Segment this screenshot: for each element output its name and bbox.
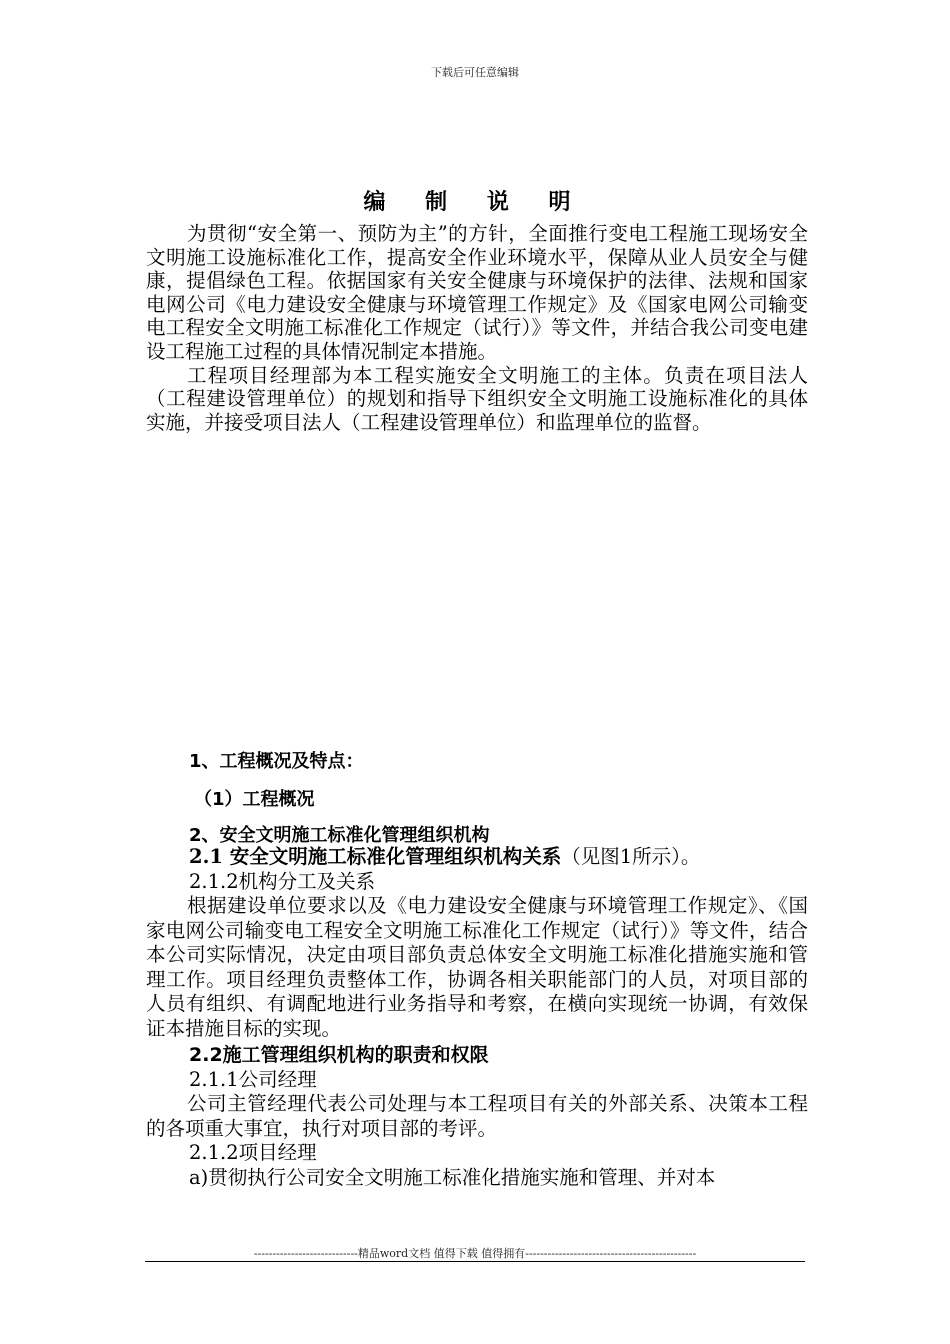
section-1-sub (146, 785, 808, 811)
intro-section (146, 222, 808, 434)
section-1-heading: 1、工程概况及特点： (189, 751, 364, 772)
footer-divider (145, 1261, 805, 1262)
section-2-1-heading: 2.1 安全文明施工标准化管理组织机构关系 (189, 845, 562, 868)
section-2-1-line (146, 845, 808, 870)
section-2-1-2-paragraph: 根据建设单位要求以及《电力建设安全健康与环境管理工作规定》、《国家电网公司输变电工程安全文明施工标准化工作规定（试行）》等文件，结合本公司实际情况，决定由项目部负责总体安全文明施工标准化措施实施和管理工作。项目经理负责整体工作，协调各相关职能部门的人员，对项目部的人员有组织、有调配地进行业务指导和考察，在横向实现统一协调，有效保证本措施目标的实现。 (146, 894, 808, 1040)
section-2-heading: 2、安全文明施工标准化管理组织机构 (189, 825, 490, 846)
section-1 (146, 747, 808, 773)
section-2-2-heading: 2.2施工管理组织机构的职责和权限 (189, 1043, 489, 1066)
section-2-body (146, 845, 808, 1190)
header-note: 下载后可任意编辑 (431, 66, 519, 79)
intro-paragraph-2: 工程项目经理部为本工程实施安全文明施工的主体。负责在项目法人（工程建设管理单位）的规划和指导下组织安全文明施工设施标准化的具体实施，并接受项目法人（工程建设管理单位）和监理单位的监督。 (146, 363, 808, 434)
section-1-subheading: （1）工程概况 (194, 789, 315, 810)
section-2 (146, 821, 808, 847)
section-2-1-2b-item-a: a)贯彻执行公司安全文明施工标准化措施实施和管理、并对本 (189, 1165, 716, 1189)
section-2-1-2-heading: 2.1.2机构分工及关系 (189, 869, 376, 893)
section-2-1-2b-heading: 2.1.2项目经理 (189, 1141, 317, 1165)
section-2-1-1-heading: 2.1.1公司经理 (189, 1067, 317, 1091)
footer-note: ----------------------------精品word文档 值得下载 值得拥有---------------------------------------------- (253, 1247, 697, 1260)
section-2-1-1-paragraph: 公司主管经理代表公司处理与本工程项目有关的外部关系、决策本工程的各项重大事宜，执行对项目部的考评。 (146, 1092, 808, 1140)
section-2-1-reference: （见图1所示）。 (561, 845, 701, 868)
intro-paragraph-1: 为贯彻“安全第一、预防为主”的方针，全面推行变电工程施工现场安全文明施工设施标准化工作，提高安全作业环境水平，保障从业人员安全与健康，提倡绿色工程。依据国家有关安全健康与环境保护的法律、法规和国家电网公司《电力建设安全健康与环境管理工作规定》及《国家电网公司输变电工程安全文明施工标准化工作规定（试行）》等文件，并结合我公司变电建设工程施工过程的具体情况制定本措施。 (146, 222, 808, 363)
page-title: 编 制 说 明 (363, 189, 587, 215)
